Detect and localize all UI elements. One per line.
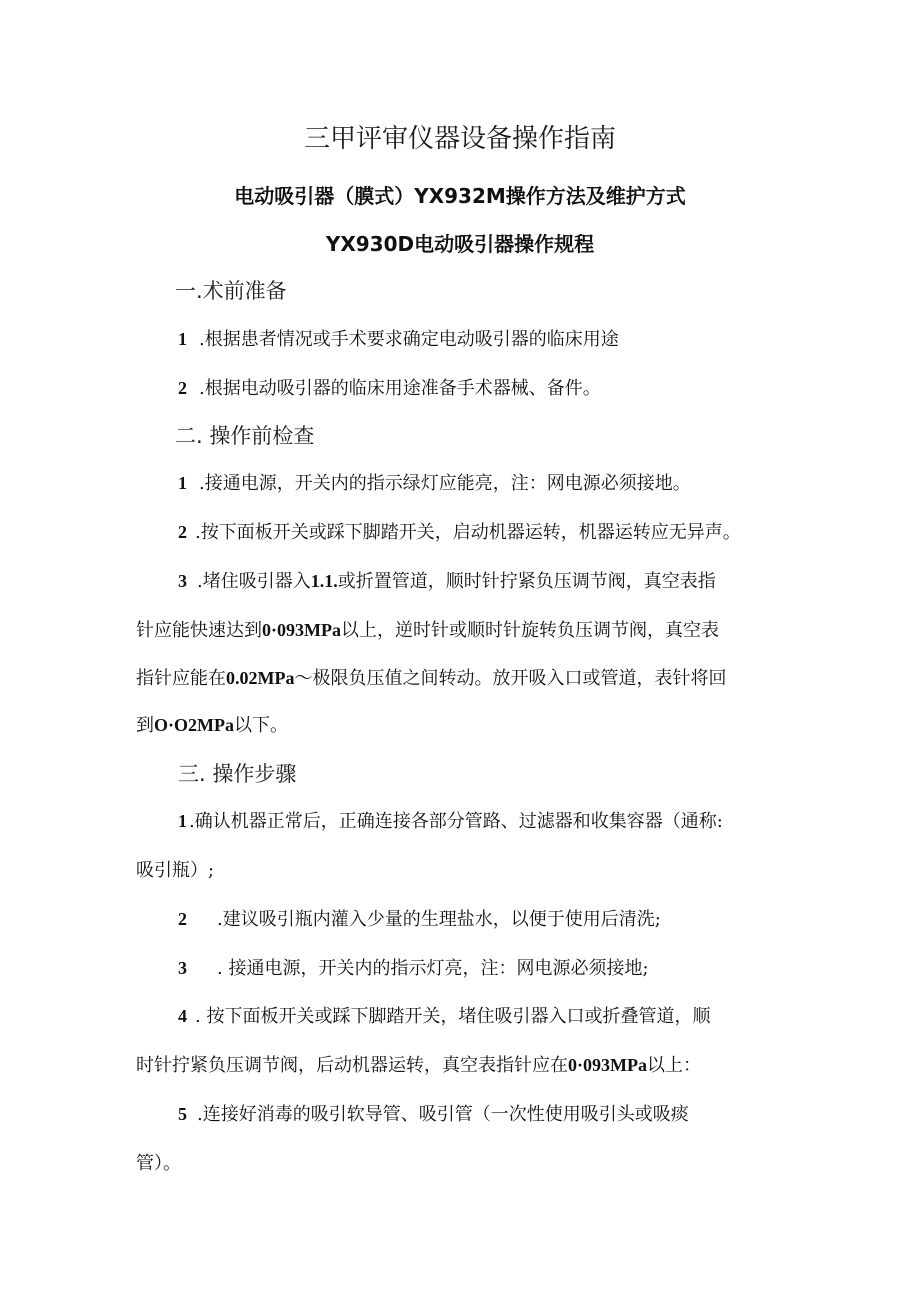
section-2-item-1 bbox=[178, 469, 691, 495]
pressure-value: O·O2MPa bbox=[154, 715, 234, 735]
section-1-heading: 一.术前准备 bbox=[175, 279, 287, 303]
pressure-value: 0.02MPa bbox=[226, 668, 295, 688]
section-3-item-2 bbox=[178, 905, 661, 931]
section-1-item-1 bbox=[178, 325, 619, 351]
item-text: .按下面板开关或踩下脚踏开关，启动机器运转，机器运转应无异声。 bbox=[195, 522, 741, 543]
text-segment: 或折置管道，顺时针拧紧负压调节阀，真空表指 bbox=[337, 571, 716, 592]
document-title: 三甲评审仪器设备操作指南 bbox=[303, 124, 616, 154]
section-3-item-4-line-2 bbox=[136, 1051, 701, 1077]
section-2-item-3-line-1 bbox=[178, 567, 716, 593]
section-3-item-5-line-2: 管）。 bbox=[136, 1153, 181, 1174]
document-subtitle-2: YX930D电动吸引器操作规程 bbox=[325, 232, 595, 256]
section-2-item-3-line-2 bbox=[136, 616, 719, 642]
item-number: 2 bbox=[178, 909, 187, 929]
text-segment: 到 bbox=[136, 715, 154, 736]
item-number: 1 bbox=[178, 473, 187, 493]
section-3-item-4-line-1 bbox=[178, 1002, 710, 1028]
section-2-heading: 二. 操作前检查 bbox=[175, 424, 315, 448]
section-2-item-2 bbox=[178, 518, 741, 544]
section-2-item-3-line-4 bbox=[136, 711, 288, 737]
pressure-value: 0·093MPa bbox=[262, 620, 341, 640]
item-text: .根据电动吸引器的临床用途准备手术器械、备件。 bbox=[199, 378, 601, 399]
item-number: 4 bbox=[178, 1006, 187, 1026]
section-2-item-3-line-3 bbox=[136, 664, 726, 690]
item-text: .连接好消毒的吸引软导管、吸引管（一次性使用吸引头或吸痰 bbox=[197, 1104, 689, 1125]
text-segment: 时针拧紧负压调节阀，后动机器运转，真空表指针应在 bbox=[136, 1055, 568, 1076]
text-segment: 以上： bbox=[647, 1055, 701, 1076]
section-3-item-1-line-2: 吸引瓶）; bbox=[136, 860, 215, 881]
text-segment: .堵住吸引器入 bbox=[197, 571, 311, 592]
text-segment: 以下。 bbox=[234, 715, 288, 736]
section-3-heading: 三. 操作步骤 bbox=[178, 762, 297, 786]
text-segment: 针应能快速达到 bbox=[136, 620, 262, 641]
text-segment: ～极限负压值之间转动。放开吸入口或管道，表针将回 bbox=[294, 668, 727, 689]
item-number: 1 bbox=[178, 811, 187, 831]
item-number: 5 bbox=[178, 1104, 187, 1124]
text-value: 1.1. bbox=[310, 571, 338, 591]
section-3-item-3 bbox=[178, 954, 649, 980]
item-text: . 按下面板开关或踩下脚踏开关，堵住吸引器入口或折叠管道，顺 bbox=[195, 1006, 711, 1027]
item-text: .建议吸引瓶内灌入少量的生理盐水，以便于使用后清洗; bbox=[217, 909, 661, 930]
document-subtitle-1: 电动吸引器（膜式）YX932M操作方法及维护方式 bbox=[234, 184, 686, 208]
item-number: 1 bbox=[178, 329, 187, 349]
pressure-value: 0·093MPa bbox=[568, 1055, 647, 1075]
item-text: .确认机器正常后，正确连接各部分管路、过滤器和收集容器（通称: bbox=[189, 811, 723, 832]
item-text: . 接通电源，开关内的指示灯亮，注：网电源必须接地; bbox=[217, 958, 649, 979]
text-segment: 以上，逆时针或顺时针旋转负压调节阀，真空表 bbox=[341, 620, 719, 641]
item-text: .根据患者情况或手术要求确定电动吸引器的临床用途 bbox=[199, 329, 619, 350]
section-1-item-2 bbox=[178, 374, 601, 400]
item-number: 2 bbox=[178, 522, 187, 542]
section-3-item-1-line-1 bbox=[178, 807, 723, 833]
item-number: 3 bbox=[178, 958, 187, 978]
text-segment: 指针应能在 bbox=[136, 668, 226, 689]
item-text: .接通电源，开关内的指示绿灯应能亮，注：网电源必须接地。 bbox=[199, 473, 691, 494]
item-number: 2 bbox=[178, 378, 187, 398]
item-number: 3 bbox=[178, 571, 187, 591]
section-3-item-5-line-1 bbox=[178, 1100, 689, 1126]
